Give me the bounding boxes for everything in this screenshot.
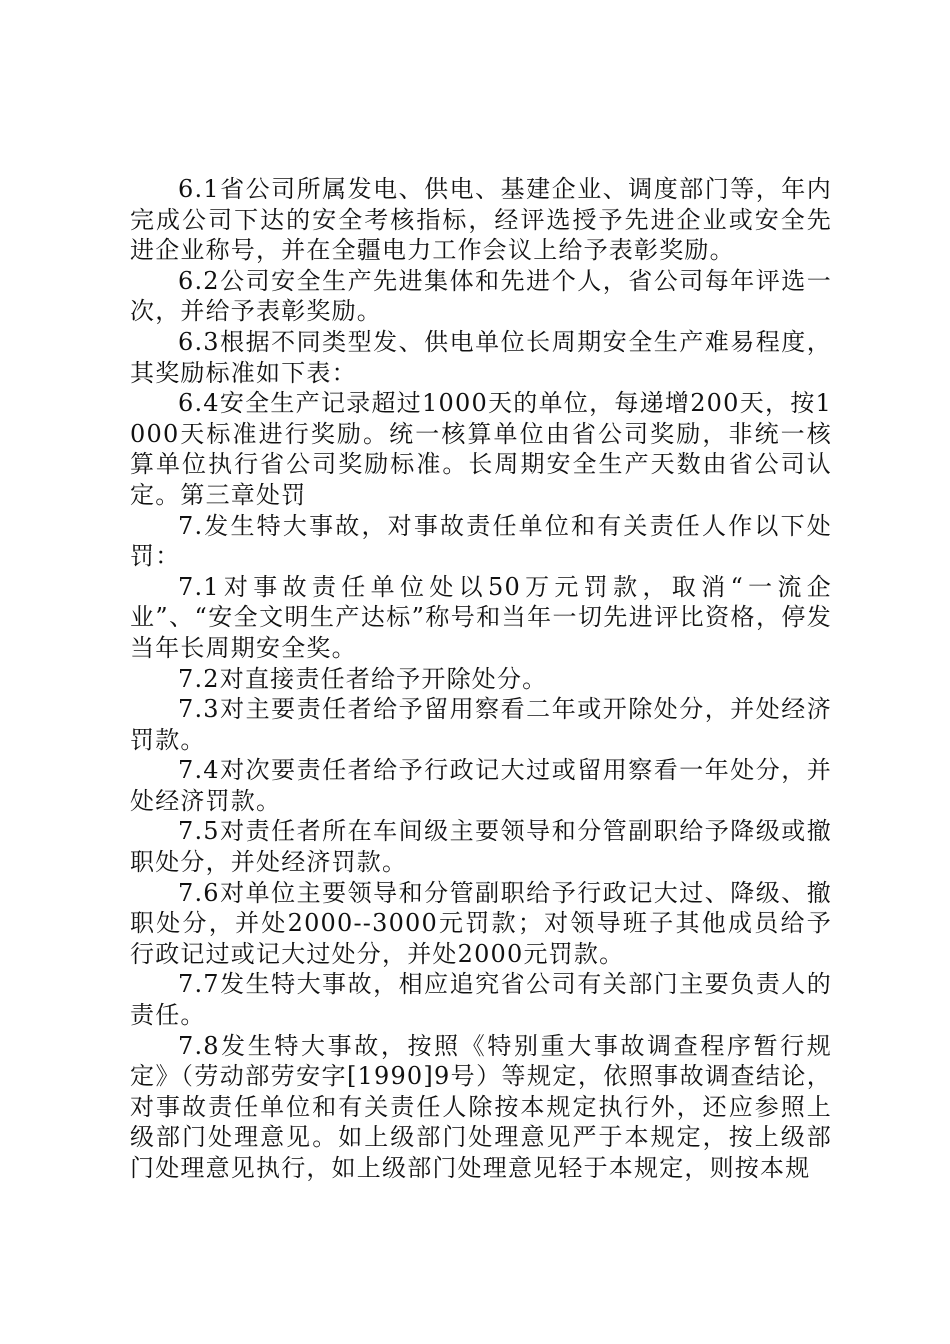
paragraph-7-4: 7.4对次要责任者给予行政记大过或留用察看一年处分，并处经济罚款。 — [130, 756, 832, 815]
paragraph-7-6: 7.6对单位主要领导和分管副职给予行政记大过、降级、撤职处分，并处2000--3000元罚款；对领导班子其他成员给予行政记过或记大过处分，并处2000元罚款。 — [130, 878, 832, 968]
paragraph-6-2: 6.2公司安全生产先进集体和先进个人，省公司每年评选一次，并给予表彰奖励。 — [130, 266, 832, 326]
paragraph-7: 7.发生特大事故，对事故责任单位和有关责任人作以下处罚： — [130, 511, 832, 571]
paragraph-7-1: 7.1对事故责任单位处以50万元罚款，取消“一流企业”、“安全文明生产达标”称号和当年一切先进评比资格，停发当年长周期安全奖。 — [130, 572, 832, 662]
paragraph-7-7: 7.7发生特大事故，相应追究省公司有关部门主要负责人的责任。 — [130, 970, 832, 1030]
paragraph-7-5: 7.5对责任者所在车间级主要领导和分管副职给予降级或撤职处分，并处经济罚款。 — [130, 817, 832, 877]
document-body — [130, 174, 832, 1184]
paragraph-7-3: 7.3对主要责任者给予留用察看二年或开除处分，并处经济罚款。 — [130, 695, 832, 754]
paragraph-7-2: 7.2对直接责任者给予开除处分。 — [178, 664, 548, 693]
paragraph-6-3: 6.3根据不同类型发、供电单位长周期安全生产难易程度，其奖励标准如下表： — [130, 327, 832, 387]
paragraph-6-4: 6.4安全生产记录超过1000天的单位，每递增200天，按1000天标准进行奖励。统一核算单位由省公司奖励，非统一核算单位执行省公司奖励标准。长周期安全生产天数由省公司认定。第三章处罚 — [130, 389, 832, 509]
paragraph-6-1: 6.1省公司所属发电、供电、基建企业、调度部门等，年内完成公司下达的安全考核指标，经评选授予先进企业或安全先进企业称号，并在全疆电力工作会议上给予表彰奖励。 — [130, 175, 832, 265]
paragraph-7-8: 7.8发生特大事故，按照《特别重大事故调查程序暂行规定》（劳动部劳安字[1990]9号）等规定，依照事故调查结论，对事故责任单位和有关责任人除按本规定执行外，还应参照上级部门处理意见。如上级部门处理意见严于本规定，按上级部门处理意见执行，如上级部门处理意见轻于本规定，则按本规 — [130, 1031, 832, 1182]
